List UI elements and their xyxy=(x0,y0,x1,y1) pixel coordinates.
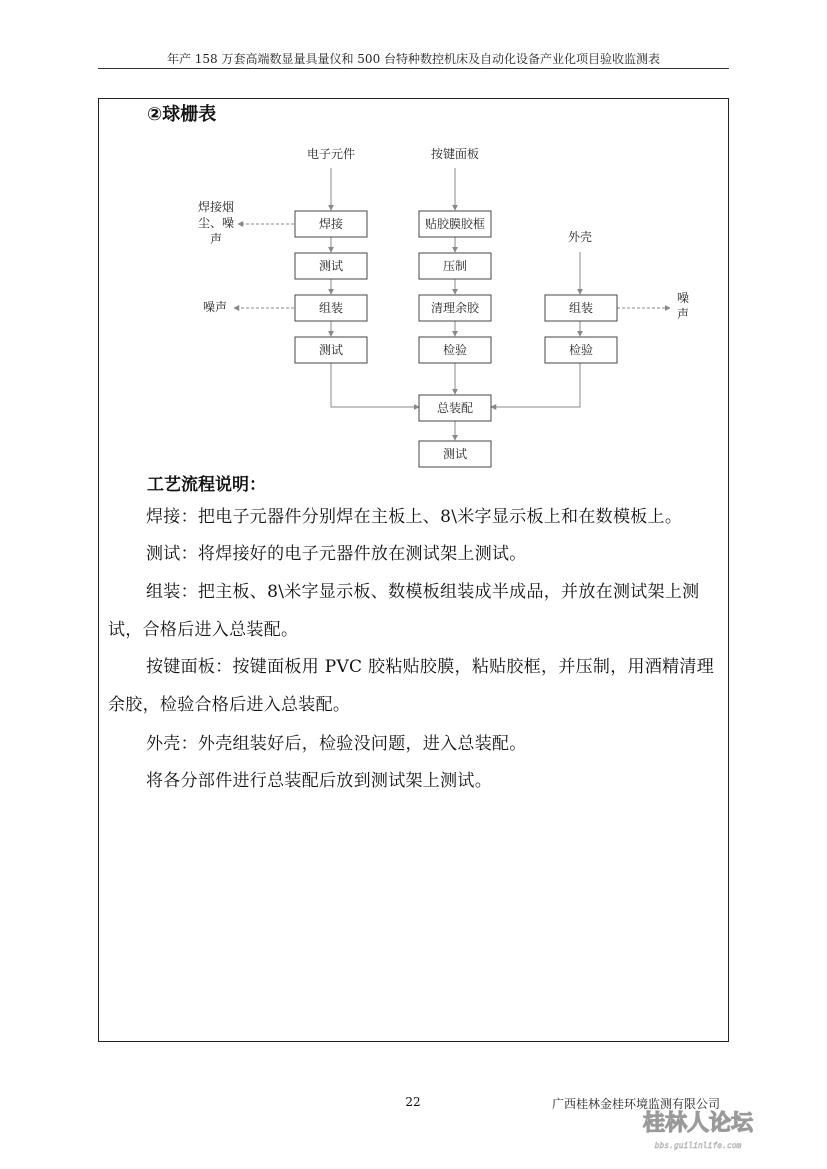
node-press xyxy=(419,253,491,279)
node-assemble-2 xyxy=(545,295,617,321)
node-final-assembly xyxy=(419,395,491,421)
document-header: 年产 158 万套高端数显量具量仪和 500 台特种数控机床及自动化设备产业化项目验收监测表 xyxy=(166,52,661,66)
node-film-frame-label: 贴胶膜胶框 xyxy=(424,217,486,231)
node-test-1-label: 测试 xyxy=(318,259,344,273)
label-noise-right-line2: 声 xyxy=(676,307,690,321)
label-electronic-components: 电子元件 xyxy=(306,147,356,161)
node-assemble-1 xyxy=(295,295,367,321)
label-solder-emission-line2: 尘、噪 xyxy=(197,216,235,230)
label-solder-emission-line3: 声 xyxy=(209,232,223,246)
company-name: 广西桂林金桂环境监测有限公司 xyxy=(552,1097,721,1111)
process-flowchart xyxy=(0,0,827,480)
description-paragraph-assemble: 组装：把主板、8\米字显示板、数模板组装成半成品，并放在测试架上测试，合格后进入总装配。 xyxy=(108,582,700,640)
node-test-1 xyxy=(295,253,367,279)
node-final-test-label: 测试 xyxy=(442,447,468,461)
description-paragraph-test: 测试：将焊接好的电子元器件放在测试架上测试。 xyxy=(146,544,527,564)
watermark-text: 桂林人论坛 xyxy=(642,1111,754,1136)
page-number: 22 xyxy=(405,1095,421,1109)
node-weld xyxy=(295,211,367,237)
label-noise-left: 噪声 xyxy=(202,300,228,314)
description-paragraph-weld: 焊接：把电子元器件分别焊在主板上、8\米字显示板上和在数模板上。 xyxy=(146,507,683,527)
description-paragraph-final: 将各分部件进行总装配后放到测试架上测试。 xyxy=(146,771,492,791)
description-paragraph-shell: 外壳：外壳组装好后，检验没问题，进入总装配。 xyxy=(146,734,527,754)
node-test-2 xyxy=(295,337,367,363)
node-final-test xyxy=(419,441,491,467)
node-clean-glue-label: 清理余胶 xyxy=(430,301,480,315)
label-solder-emission-line1: 焊接烟 xyxy=(197,200,235,214)
description-paragraph-keypad: 按键面板：按键面板用 PVC 胶粘贴胶膜，粘贴胶框，并压制，用酒精清理余胶，检验合格后进入总装配。 xyxy=(108,657,715,715)
label-keypad-panel: 按键面板 xyxy=(430,147,480,161)
description-heading: 工艺流程说明： xyxy=(147,475,266,495)
node-final-assembly-label: 总装配 xyxy=(436,401,474,415)
section-title: ②球栅表 xyxy=(147,104,217,125)
watermark-subtext: bbs.guilinlife.com xyxy=(654,1141,742,1150)
node-inspect-1 xyxy=(419,337,491,363)
node-film-frame xyxy=(419,211,491,237)
forum-watermark xyxy=(626,1108,776,1160)
node-press-label: 压制 xyxy=(442,259,468,273)
node-clean-glue xyxy=(419,295,491,321)
node-assemble-2-label: 组装 xyxy=(568,301,594,315)
node-inspect-2 xyxy=(545,337,617,363)
label-noise-right-line1: 噪 xyxy=(676,291,690,305)
node-inspect-2-label: 检验 xyxy=(568,343,594,357)
node-assemble-1-label: 组装 xyxy=(318,301,344,315)
node-weld-label: 焊接 xyxy=(318,217,344,231)
node-inspect-1-label: 检验 xyxy=(442,343,468,357)
label-shell: 外壳 xyxy=(567,230,593,244)
node-test-2-label: 测试 xyxy=(318,343,344,357)
